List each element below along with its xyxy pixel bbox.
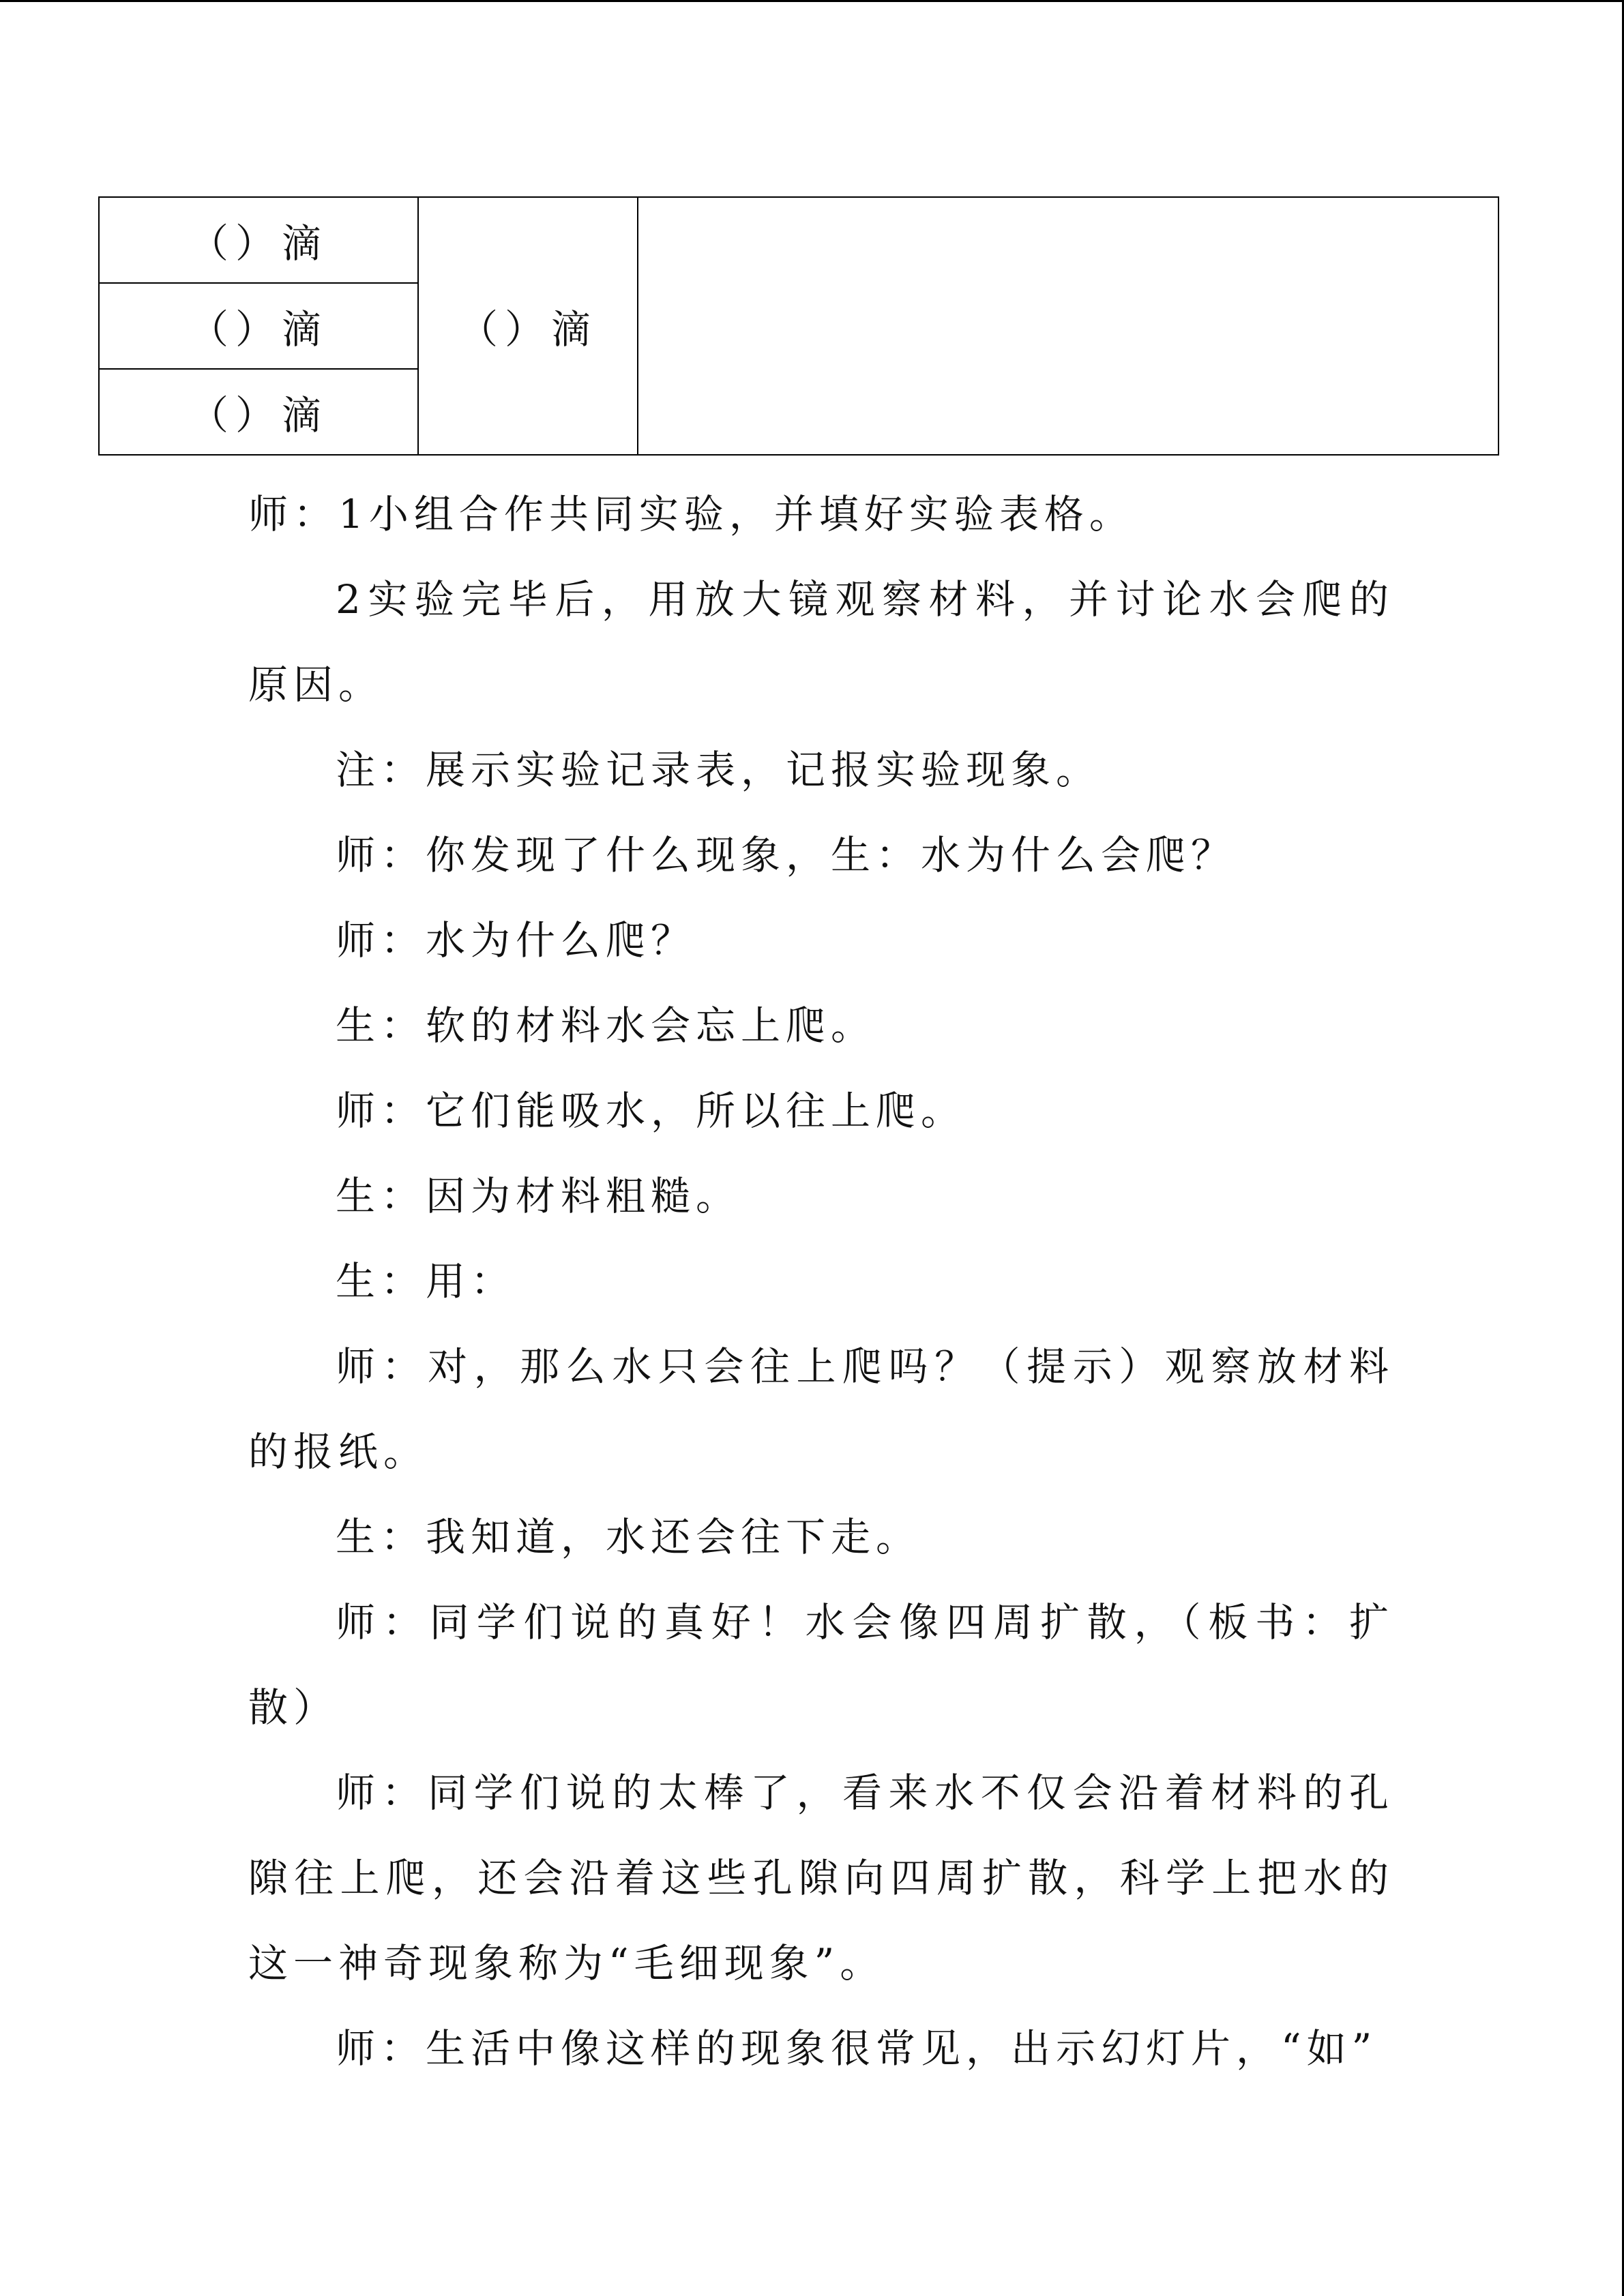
paragraph: 生：因为材料粗糙。 — [336, 1173, 741, 1219]
paragraph: 2实验完毕后，用放大镜观察材料，并讨论水会爬的原因。 — [248, 576, 1394, 708]
paragraph: 师：你发现了什么现象，生：水为什么会爬？ — [336, 832, 1237, 878]
lesson-transcript — [248, 472, 1394, 2091]
page-border-top — [0, 0, 1624, 2]
table-cell-drops: （）滴 — [99, 369, 418, 455]
paragraph: 师：1小组合作共同实验，并填好实验表格。 — [248, 491, 1134, 537]
paragraph: 师：生活中像这样的现象很常见，出示幻灯片，“如” — [336, 2025, 1378, 2072]
paragraph: 师：同学们说的真好！水会像四周扩散，（板书：扩散） — [248, 1599, 1394, 1731]
table-cell-total-drops: （）滴 — [418, 197, 638, 455]
table-cell-notes — [638, 197, 1498, 455]
paragraph: 生：我知道，水还会往下走。 — [336, 1514, 921, 1560]
paragraph: 生：软的材料水会忘上爬。 — [336, 1002, 876, 1049]
paragraph: 师：同学们说的太棒了，看来水不仅会沿着材料的孔隙往上爬，还会沿着这些孔隙向四周扩散，科学上把水的这一神奇现象称为“毛细现象”。 — [248, 1770, 1394, 1986]
paragraph: 师：对，那么水只会往上爬吗？（提示）观察放材料的报纸。 — [248, 1343, 1394, 1475]
paragraph: 师：水为什么爬？ — [336, 917, 696, 964]
paragraph: 师：它们能吸水，所以往上爬。 — [336, 1088, 966, 1134]
table-row — [99, 197, 1498, 283]
paragraph: 生：用： — [336, 1258, 516, 1304]
paragraph: 注：展示实验记录表，记报实验现象。 — [336, 747, 1102, 793]
experiment-record-table — [98, 196, 1499, 456]
table-cell-drops: （）滴 — [99, 197, 418, 283]
table-cell-drops: （）滴 — [99, 283, 418, 369]
